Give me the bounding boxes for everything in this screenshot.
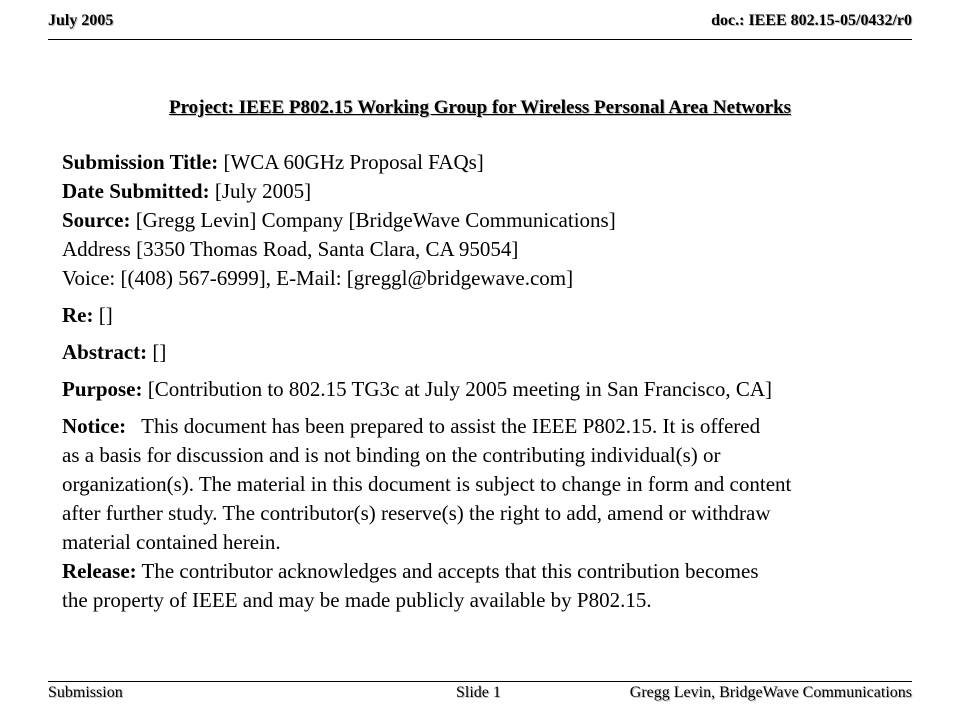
date-submitted-value: [July 2005] [209, 179, 312, 203]
footer-slide-number: Slide 1 [456, 684, 501, 701]
release-line-1 [62, 557, 922, 586]
purpose-label: Purpose: [62, 377, 143, 401]
source-value: [Gregg Levin] Company [BridgeWave Communications] [130, 208, 616, 232]
source-line [62, 206, 922, 235]
footer-rule [48, 681, 912, 682]
notice-label: Notice: [62, 414, 127, 438]
notice-line-3: organization(s). The material in this document is subject to change in form and content [62, 472, 792, 496]
notice-line-5: material contained herein. [62, 530, 281, 554]
address-line: Address [3350 Thomas Road, Santa Clara, CA 95054] [62, 237, 519, 261]
header-rule [48, 39, 912, 40]
source-label: Source: [62, 208, 131, 232]
release-text-1: The contributor acknowledges and accepts that this contribution becomes [136, 559, 759, 583]
abstract-line [62, 338, 922, 367]
re-label: Re: [62, 303, 94, 327]
purpose-line [62, 375, 922, 404]
abstract-label: Abstract: [62, 340, 148, 364]
re-line [62, 301, 922, 330]
notice-line-4: after further study. The contributor(s) reserve(s) the right to add, amend or withdraw [62, 501, 771, 525]
abstract-value: [] [147, 340, 167, 364]
header-date: July 2005 [48, 12, 114, 29]
project-title: Project: IEEE P802.15 Working Group for Wireless Personal Area Networks [168, 97, 792, 118]
notice-line-2: as a basis for discussion and is not binding on the contributing individual(s) or [62, 443, 721, 467]
notice-text-1: This document has been prepared to assist the IEEE P802.15. It is offered [141, 414, 761, 438]
footer-submission: Submission [48, 684, 123, 701]
submission-title-label: Submission Title: [62, 150, 219, 174]
submission-body [62, 148, 922, 615]
date-submitted-line [62, 177, 922, 206]
release-line-2: the property of IEEE and may be made publicly available by P802.15. [62, 588, 652, 612]
purpose-value: [Contribution to 802.15 TG3c at July 2005 meeting in San Francisco, CA] [142, 377, 773, 401]
footer-author: Gregg Levin, BridgeWave Communications [629, 684, 912, 701]
release-label: Release: [62, 559, 137, 583]
submission-title-value: [WCA 60GHz Proposal FAQs] [218, 150, 484, 174]
notice-line-1 [62, 412, 922, 441]
date-submitted-label: Date Submitted: [62, 179, 210, 203]
submission-title-line [62, 148, 922, 177]
re-value: [] [93, 303, 113, 327]
voice-line: Voice: [(408) 567-6999], E-Mail: [greggl@bridgewave.com] [62, 266, 574, 290]
header-doc-id: doc.: IEEE 802.15-05/0432/r0 [711, 12, 912, 29]
